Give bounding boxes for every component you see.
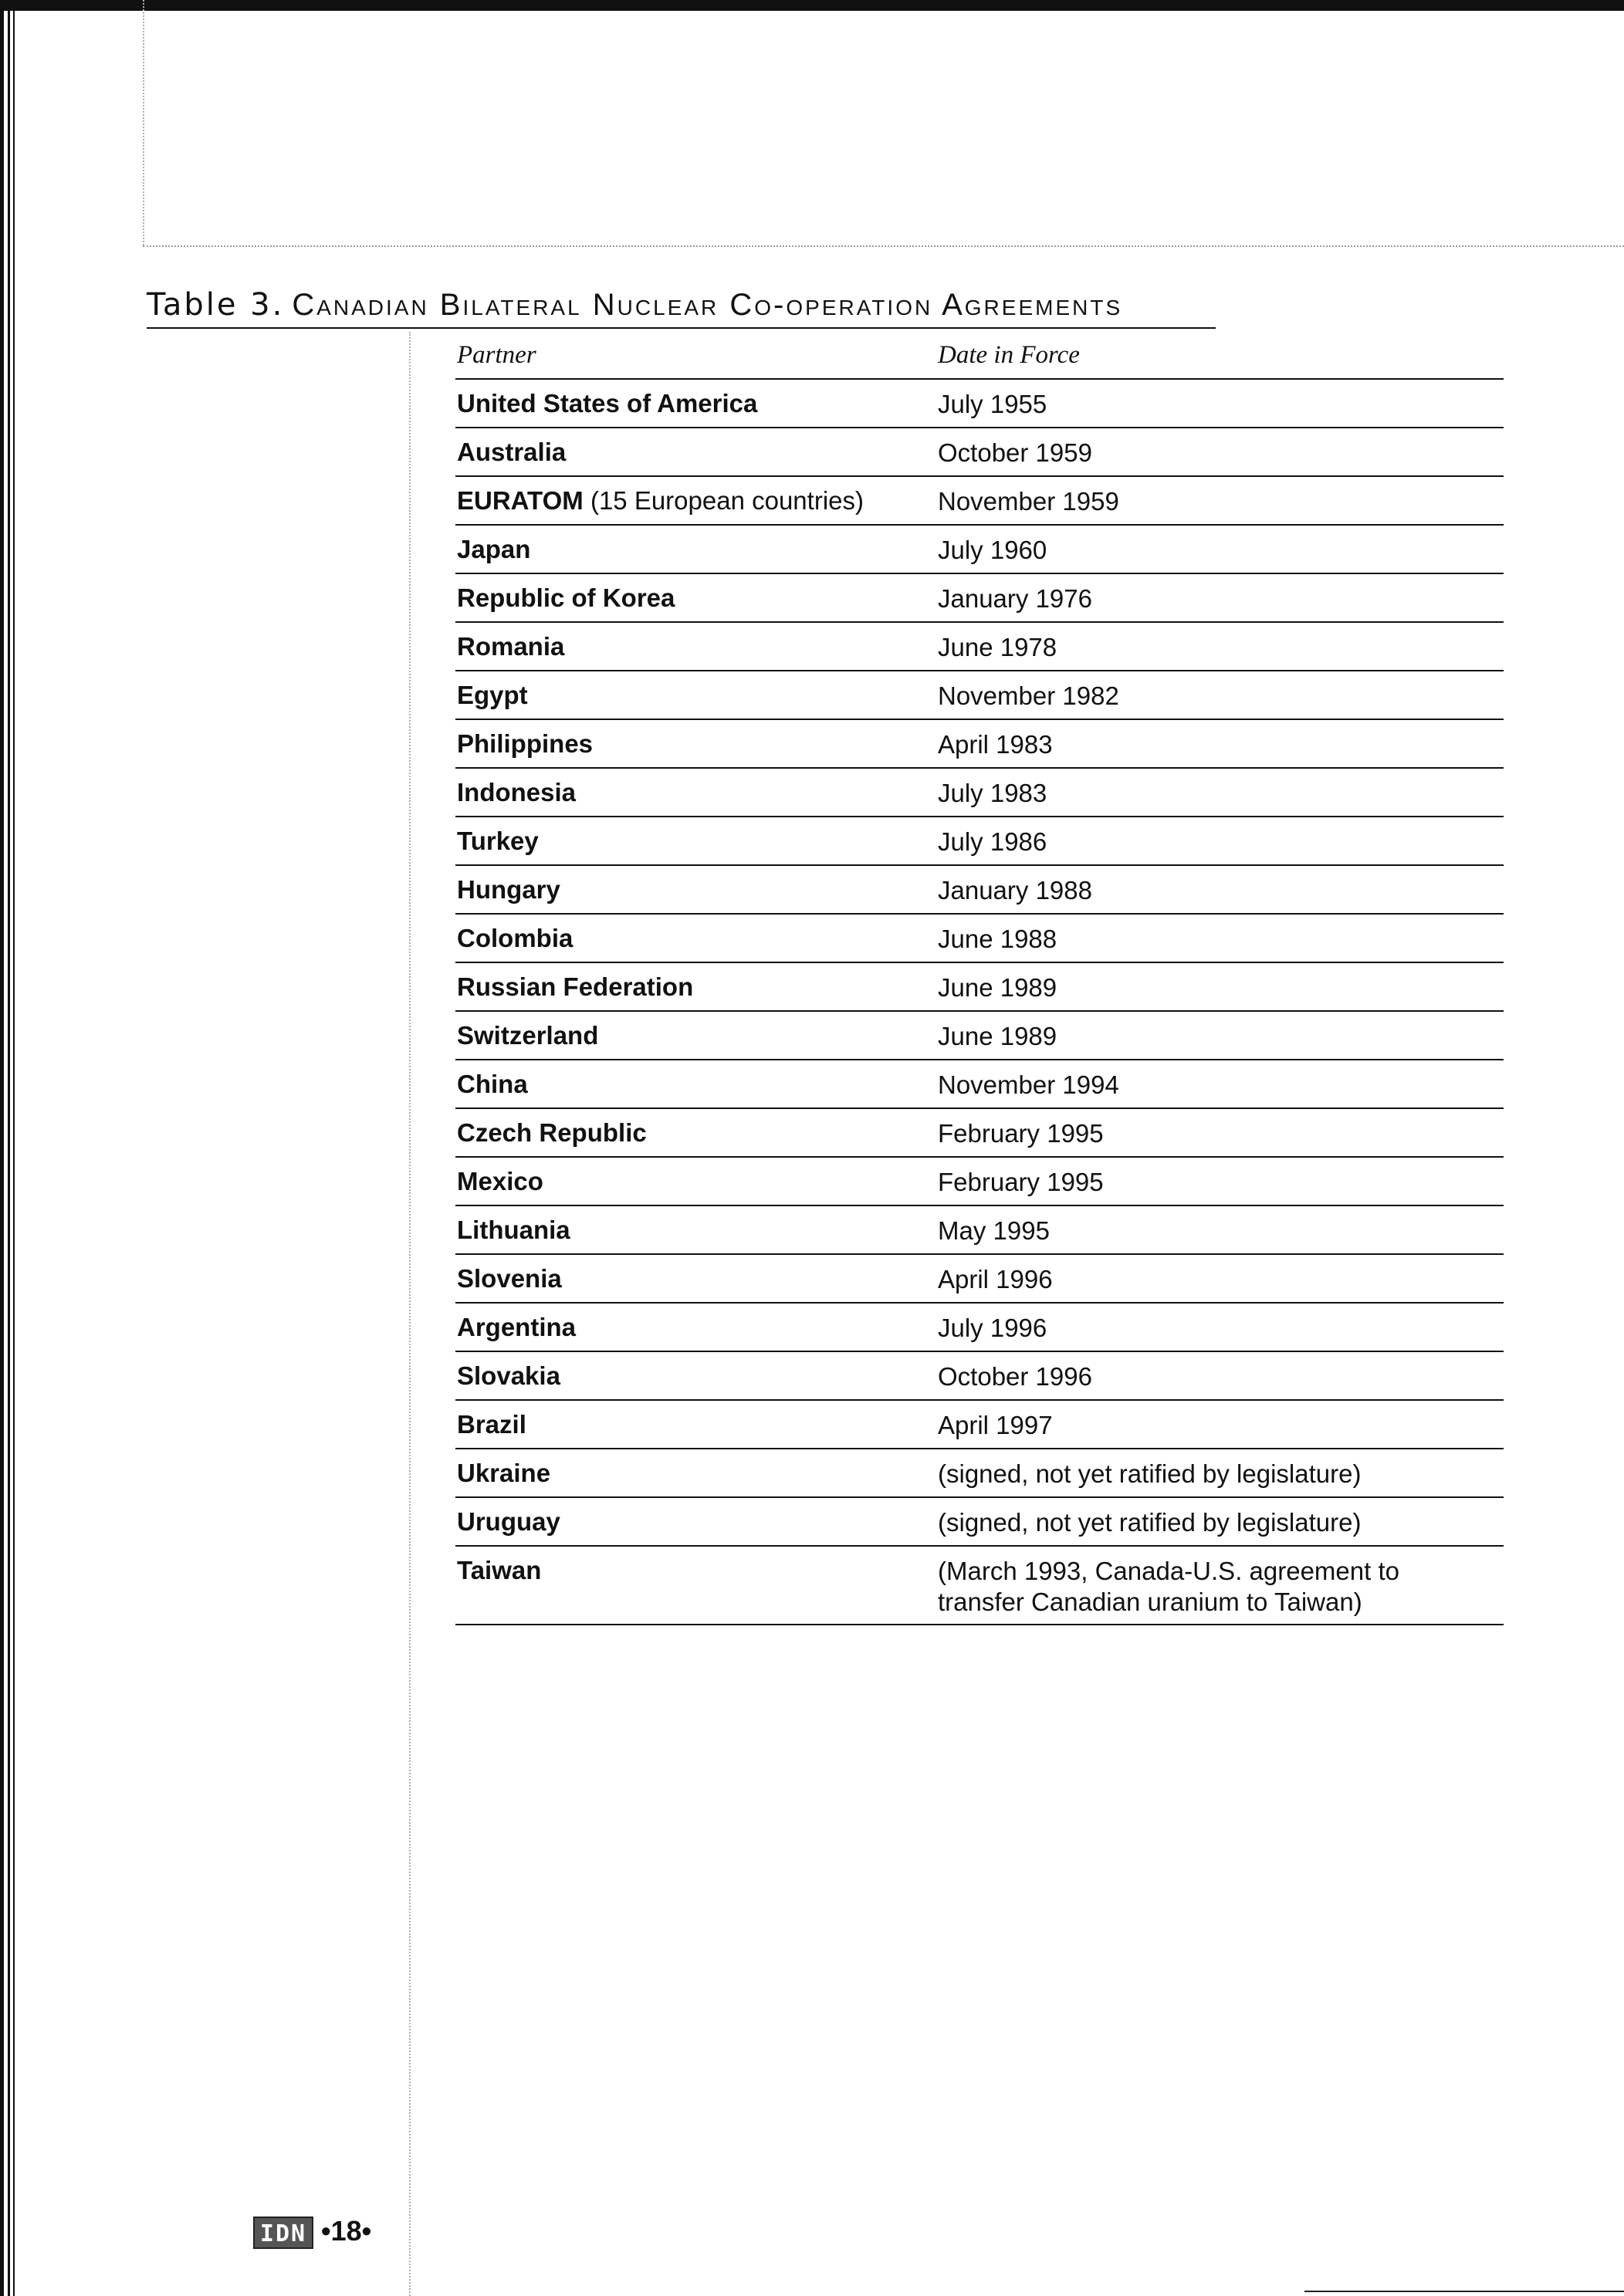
date-in-force-cell: April 1997: [938, 1411, 1053, 1439]
table-row: [455, 1012, 1504, 1060]
table-row: [455, 526, 1504, 574]
partner-cell: [457, 1118, 647, 1148]
table-row: [455, 1206, 1504, 1255]
table-row: [455, 720, 1504, 769]
partner-name: Lithuania: [457, 1216, 570, 1244]
date-in-force-cell: July 1983: [938, 779, 1047, 807]
page-number: •18•: [321, 2215, 372, 2247]
table-body: [455, 380, 1504, 1625]
partner-cell: [457, 875, 560, 905]
partner-cell: [457, 389, 757, 418]
partner-name: United States of America: [457, 389, 758, 418]
partner-cell: [457, 583, 675, 613]
bottom-rule: [1304, 2291, 1624, 2292]
table-row: [455, 428, 1504, 477]
table-row: [455, 1060, 1504, 1109]
partner-cell: [457, 1313, 576, 1342]
partner-name: Egypt: [457, 681, 528, 709]
dotted-margin-top: [143, 0, 144, 245]
partner-name: Slovakia: [457, 1361, 560, 1390]
partner-cell: [457, 1459, 550, 1488]
partner-name: Japan: [457, 535, 531, 563]
table-header-row: [455, 335, 1504, 380]
partner-cell: [457, 535, 530, 564]
partner-cell: [457, 1216, 570, 1245]
partner-name: Australia: [457, 438, 567, 466]
date-in-force-cell: June 1989: [938, 973, 1057, 1002]
partner-name: EURATOM: [457, 486, 584, 515]
partner-name: Uruguay: [457, 1507, 560, 1536]
partner-note: (15 European countries): [583, 486, 864, 515]
table-row: [455, 1304, 1504, 1352]
table-row: [455, 866, 1504, 915]
page-footer: [253, 2215, 371, 2249]
partner-cell: [457, 1410, 526, 1439]
table-row: [455, 817, 1504, 866]
table-title-caption: Canadian Bilateral Nuclear Co-operation Agreements: [292, 288, 1123, 322]
date-in-force-cell: January 1976: [938, 584, 1092, 613]
date-in-force-cell: June 1978: [938, 633, 1057, 661]
table-row: [455, 1449, 1504, 1498]
header-partner: Partner: [457, 341, 536, 369]
partner-name: Czech Republic: [457, 1118, 647, 1147]
partner-name: Argentina: [457, 1313, 577, 1341]
partner-cell: [457, 438, 566, 467]
table-row: [455, 1255, 1504, 1304]
table-row: [455, 963, 1504, 1012]
table-row: [455, 1401, 1504, 1449]
publisher-logo: IDN: [253, 2217, 313, 2249]
date-in-force-cell: November 1959: [938, 487, 1119, 516]
table-row: [455, 1158, 1504, 1206]
partner-name: Russian Federation: [457, 972, 694, 1001]
partner-cell: [457, 486, 864, 516]
date-in-force-cell: (signed, not yet ratified by legislature): [938, 1508, 1362, 1537]
dotted-margin-left: [409, 332, 411, 2296]
table-row: [455, 477, 1504, 526]
partner-name: Mexico: [457, 1167, 543, 1195]
agreements-table: [455, 335, 1504, 1625]
dotted-header-rule: [143, 245, 1624, 247]
date-in-force-cell: November 1994: [938, 1070, 1119, 1099]
table-row: [455, 769, 1504, 817]
partner-cell: [457, 729, 593, 759]
partner-cell: [457, 778, 576, 807]
date-in-force-cell: June 1988: [938, 925, 1057, 953]
partner-cell: [457, 972, 693, 1002]
table-row: [455, 574, 1504, 623]
date-in-force-cell: February 1995: [938, 1119, 1104, 1148]
partner-name: Indonesia: [457, 778, 577, 806]
date-in-force-cell: July 1960: [938, 536, 1047, 564]
scan-left-edge: [0, 0, 4, 2296]
table-row: [455, 671, 1504, 720]
table-row: [455, 915, 1504, 963]
scan-left-edge-inner: [8, 0, 10, 2296]
date-in-force-cell: June 1989: [938, 1022, 1057, 1050]
date-in-force-cell: October 1996: [938, 1362, 1092, 1391]
date-in-force-cell: May 1995: [938, 1216, 1050, 1245]
date-in-force-cell: November 1982: [938, 681, 1119, 710]
table-row: [455, 1352, 1504, 1401]
date-in-force-cell: April 1983: [938, 730, 1053, 759]
table-row: [455, 380, 1504, 428]
partner-name: Slovenia: [457, 1264, 562, 1293]
date-in-force-cell: January 1988: [938, 876, 1092, 905]
partner-cell: [457, 1556, 541, 1585]
partner-name: Colombia: [457, 924, 573, 952]
date-in-force-cell: July 1996: [938, 1314, 1047, 1342]
partner-name: China: [457, 1070, 528, 1098]
table-row: [455, 1498, 1504, 1547]
partner-cell: [457, 632, 564, 661]
partner-name: Turkey: [457, 827, 539, 855]
partner-cell: [457, 1167, 543, 1196]
partner-cell: [457, 681, 528, 710]
partner-name: Philippines: [457, 729, 594, 758]
date-in-force-cell: (signed, not yet ratified by legislature): [938, 1459, 1362, 1488]
table-row: [455, 1547, 1504, 1625]
partner-cell: [457, 1021, 598, 1050]
partner-name: Republic of Korea: [457, 583, 675, 612]
partner-name: Ukraine: [457, 1459, 551, 1487]
partner-name: Hungary: [457, 875, 560, 904]
partner-name: Switzerland: [457, 1021, 599, 1050]
partner-cell: [457, 1361, 560, 1391]
date-in-force-cell: April 1996: [938, 1265, 1053, 1293]
date-in-force-cell: July 1955: [938, 390, 1047, 418]
scan-left-edge-thin: [13, 0, 15, 2296]
partner-cell: [457, 827, 539, 856]
date-in-force-cell: (March 1993, Canada-U.S. agreement to transfer Canadian uranium to Taiwan): [938, 1557, 1399, 1616]
partner-name: Taiwan: [457, 1556, 542, 1584]
partner-cell: [457, 1507, 560, 1537]
date-in-force-cell: July 1986: [938, 827, 1047, 856]
partner-cell: [457, 924, 573, 953]
date-in-force-cell: February 1995: [938, 1168, 1104, 1196]
partner-name: Romania: [457, 632, 565, 661]
date-in-force-cell: October 1959: [938, 438, 1092, 467]
partner-cell: [457, 1070, 528, 1099]
table-title: [147, 287, 1216, 329]
header-date-in-force: Date in Force: [938, 341, 1080, 369]
table-row: [455, 1109, 1504, 1158]
table-row: [455, 623, 1504, 671]
scan-top-border: [0, 0, 1624, 11]
partner-name: Brazil: [457, 1410, 526, 1439]
table-title-label: Table 3.: [147, 287, 285, 323]
partner-cell: [457, 1264, 562, 1293]
